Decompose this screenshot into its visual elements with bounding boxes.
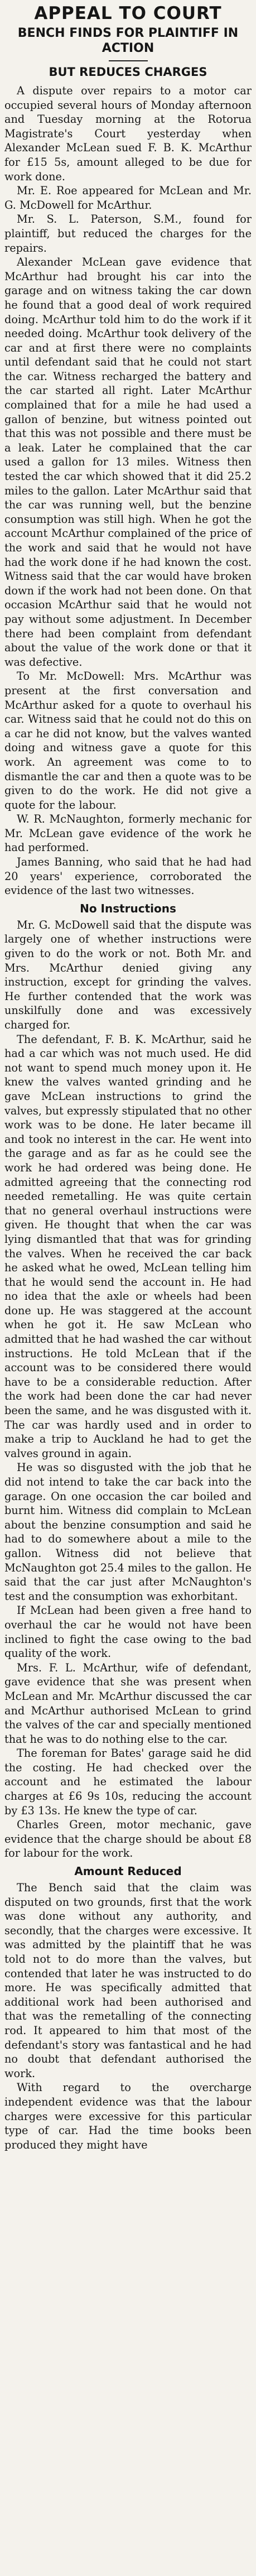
article-body-part-3 (4, 1881, 252, 2152)
article-paragraph: To Mr. McDowell: Mrs. McArthur was present at the first conversation and McArthur asked for a quote to overhaul his car. Witness said that he could not do this on a car he did not know, but the valves wanted doing and witness gave a quote for this work. An agreement was come to to dismantle the car and then a quote was to be given to do the work. He did not give a quote for the labour. (4, 670, 252, 811)
article-headline: APPEAL TO COURT (34, 3, 222, 23)
article-paragraph: He was so disgusted with the job that he did not intend to take the car back into the garage. On one occasion the car boiled and burnt him. Witness did complain to McLean about the benzine consumption and said he had to do somewhere about a mile to the gallon. Witness did not believe that McNaughton got 25.4 miles to the gallon. He said that the car just after McNaughton's test and the consumption was exhorbitant. (4, 1461, 252, 1603)
deck-divider (109, 60, 148, 61)
article-body-part-1 (4, 84, 252, 898)
article-paragraph: W. R. McNaughton, formerly mechanic for Mr. McLean gave evidence of the work he had performed. (4, 813, 252, 854)
article-paragraph: The Bench said that the claim was disputed on two grounds, first that the work was done without any authority, and secondly, that the charges were excessive. It was admitted by the plaintiff that he was told not to do more than the valves, but contended that later he was instructed to do more. He was specifically admitted that additional work had been authorised and that was the remetalling of the connecting rod. It appeared to him that most of the defendant's story was fantastical and he had no doubt that defendant authorised the work. (4, 1881, 252, 2080)
article-paragraph: With regard to the overcharge independent evidence was that the labour charges were excessive for this particular type of car. Had the time books been produced they might have (4, 2081, 252, 2151)
article-paragraph: Mr. S. L. Paterson, S.M., found for plaintiff, but reduced the charges for the repairs. (4, 213, 252, 254)
article-subdeck: BUT REDUCES CHARGES (49, 65, 207, 79)
article-body-part-2 (4, 918, 252, 1861)
subhead-amount-reduced: Amount Reduced (74, 1864, 182, 1878)
article-paragraph: Mrs. F. L. McArthur, wife of defendant, gave evidence that she was present when McLean and Mr. McArthur discussed the car and McArthur authorised McLean to grind the valves of the car and specially mentioned that he was to do nothing else to the car. (4, 1661, 252, 1746)
article-paragraph: Charles Green, motor mechanic, gave evidence that the charge should be about £8 for labour for the work. (4, 1818, 252, 1860)
article-deck: BENCH FINDS FOR PLAINTIFF IN ACTION (17, 26, 239, 55)
article-paragraph: Mr. E. Roe appeared for McLean and Mr. G. McDowell for McArthur. (4, 184, 252, 212)
article-paragraph: Mr. G. McDowell said that the dispute was largely one of whether instructions were given to do the work or not. Both Mr. and Mrs. McArthur denied giving any instruction, except for grinding the valves. He further contended that the work was unskilfully done and was excessively charged for. (4, 918, 252, 1031)
article-paragraph: A dispute over repairs to a motor car occupied several hours of Monday afternoon and Tuesday morning at the Rotorua Magistrate's Court yesterday when Alexander McLean sued F. B. K. McArthur for £15 5s, amount alleged to be due for work done. (4, 84, 252, 183)
article-paragraph: Alexander McLean gave evidence that McArthur had brought his car into the garage and on witness taking the car down he found that a good deal of work required doing. McArthur told him to do the work if it needed doing. McArthur took delivery of the car and at first there were no complaints until defendant said that he could not start the car. Witness recharged the battery and the car started all right. Later McArthur complained that for a mile he had used a gallon of benzine, but witness pointed out that this was not possible and there must be a leak. Later he complained that the car used a gallon for 13 miles. Witness then tested the car which showed that it did 25.2 miles to the gallon. Later McArthur said that the car was running well, but the benzine consumption was still high. When he got the account McArthur complained of the price of the work and said that he would not have had the work done if he had known the cost. Witness said that the car would have broken down if the work had not been done. On that occasion McArthur said that he would not pay without some adjustment. In December there had been complaint from defendant about the value of the work done or that it was defective. (4, 256, 252, 669)
article-paragraph: James Banning, who said that he had had 20 years' experience, corroborated the evidence of the last two witnesses. (4, 856, 252, 897)
article-paragraph: The foreman for Bates' garage said he did the costing. He had checked over the account and he estimated the labour charges at £6 9s 10s, reducing the account by £3 13s. He knew the type of car. (4, 1747, 252, 1817)
subhead-no-instructions: No Instructions (80, 901, 176, 915)
article-paragraph: If McLean had been given a free hand to overhaul the car he would not have been inclined to fight the case owing to the bad quality of the work. (4, 1604, 252, 1660)
article-paragraph: The defendant, F. B. K. McArthur, said he had a car which was not much used. He did not want to spend much money upon it. He knew the valves wanted grinding and he gave McLean instructions to grind the valves, but expressly stipulated that no other work was to be done. He later became ill and took no interest in the car. He went into the garage and as far as he could see the work he had ordered was being done. He admitted agreeing that the connecting rod needed remetalling. He was quite certain that no general overhaul instructions were given. He thought that when the car was lying dismantled that that was for grinding the valves. When he received the car back he asked what he owed, McLean telling him that he would send the account in. He had no idea that the axle or wheels had been done up. He was staggered at the account when he got it. He saw McLean who admitted that he had washed the car without instructions. He told McLean that if the account was to be considered there would have to be a considerable reduction. After the work had been done the car had never been the same, and he was disgusted with it. The car was hardly used and in order to make a trip to Auckland he had to get the valves ground in again. (4, 1032, 252, 1460)
